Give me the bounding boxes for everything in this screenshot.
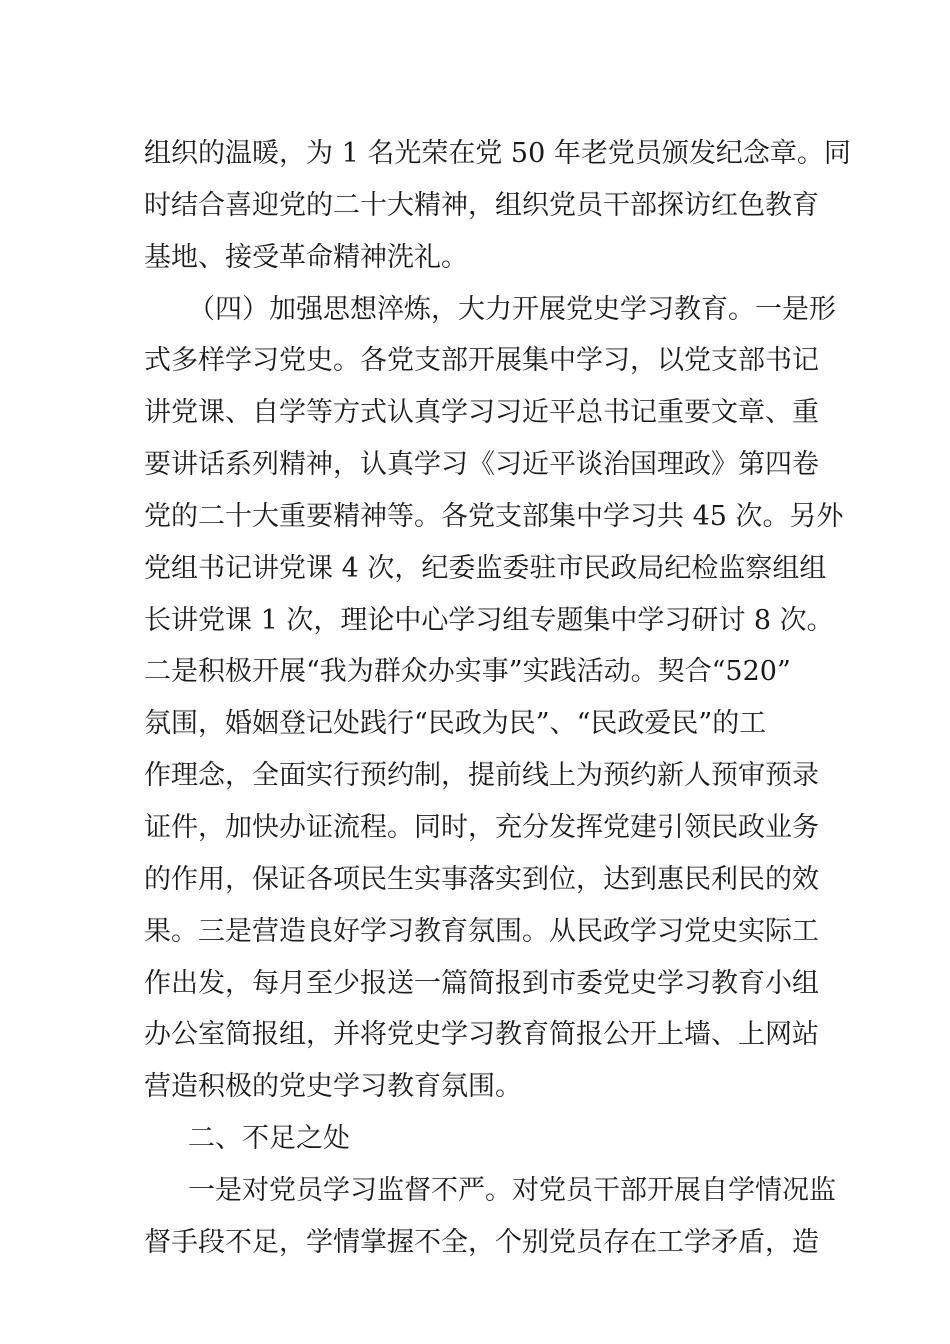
text-line: 作出发，每月至少报送一篇简报到市委党史学习教育小组 xyxy=(144,968,819,999)
text-line: 作理念，全面实行预约制，提前线上为预约新人预审预录 xyxy=(144,760,819,791)
text-line: 氛围，婚姻登记处践行“民政为民”、“民政爱民”的工 xyxy=(144,708,767,739)
text-line: 党的二十大重要精神等。各党支部集中学习共 45 次。另外 xyxy=(144,501,844,532)
text-line: 党组书记讲党课 4 次，纪委监委驻市民政局纪检监察组组 xyxy=(144,553,827,584)
text-line: 督手段不足，学情掌握不全，个别党员存在工学矛盾，造 xyxy=(144,1227,819,1258)
text-line: 二是积极开展“我为群众办实事”实践活动。契合“520” xyxy=(144,656,791,687)
text-line: 讲党课、自学等方式认真学习习近平总书记重要文章、重 xyxy=(144,397,819,428)
section-heading-line: （四）加强思想淬炼，大力开展党史学习教育。一是形 xyxy=(188,294,836,325)
text-line: 要讲话系列精神，认真学习《习近平谈治国理政》第四卷 xyxy=(144,449,819,480)
text-line: 式多样学习党史。各党支部开展集中学习，以党支部书记 xyxy=(144,345,819,376)
text-line: 证件，加快办证流程。同时，充分发挥党建引领民政业务 xyxy=(144,812,819,843)
text-line: 的作用，保证各项民生实事落实到位，达到惠民利民的效 xyxy=(144,864,819,895)
text-line: 时结合喜迎党的二十大精神，组织党员干部探访红色教育 xyxy=(144,190,819,221)
text-line: 组织的温暖，为 1 名光荣在党 50 年老党员颁发纪念章。同 xyxy=(144,138,851,169)
text-line: 营造积极的党史学习教育氛围。 xyxy=(144,1071,522,1102)
text-line: 长讲党课 1 次，理论中心学习组专题集中学习研讨 8 次。 xyxy=(144,605,834,636)
text-line: 果。三是营造良好学习教育氛围。从民政学习党史实际工 xyxy=(144,916,819,947)
text-line: 基地、接受革命精神洗礼。 xyxy=(144,242,468,273)
paragraph-start-line: 一是对党员学习监督不严。对党员干部开展自学情况监 xyxy=(188,1175,836,1206)
text-line: 办公室简报组，并将党史学习教育简报公开上墙、上网站 xyxy=(144,1019,819,1050)
section-heading-line: 二、不足之处 xyxy=(188,1123,350,1154)
